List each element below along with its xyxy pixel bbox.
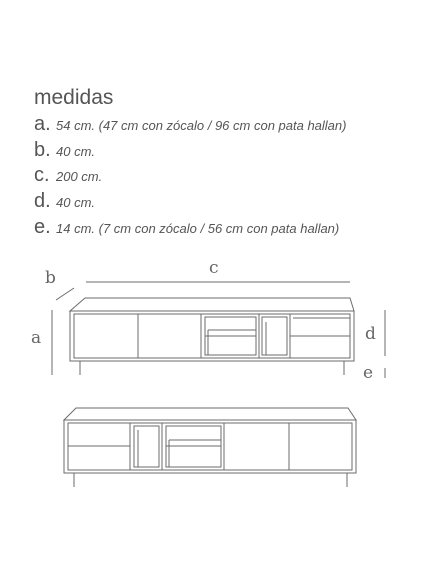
measure-letter: c. — [34, 164, 50, 187]
sideboard-top-view — [70, 298, 354, 375]
dimension-label-d: d — [365, 324, 376, 344]
measure-letter: e. — [34, 215, 51, 238]
dimension-label-b: b — [45, 268, 56, 288]
measure-value: 54 cm. (47 cm con zócalo / 96 cm con pata hallan) — [56, 118, 347, 133]
measure-value: 200 cm. — [56, 169, 103, 185]
measure-letter: a. — [34, 113, 51, 135]
measure-value: 14 cm. (7 cm con zócalo / 56 cm con pata hallan) — [56, 220, 340, 236]
dimension-label-e: e — [363, 363, 374, 383]
sideboard-bottom-view — [64, 408, 356, 487]
page-title: medidas — [34, 86, 114, 109]
dimension-label-a: a — [31, 328, 42, 348]
dimension-label-c: c — [209, 258, 219, 278]
measure-letter: b. — [34, 138, 51, 161]
measure-letter: d. — [34, 190, 51, 213]
dimension-line-b — [56, 288, 74, 300]
measure-value: 40 cm. — [56, 195, 96, 211]
measure-value: 40 cm. — [56, 143, 96, 159]
